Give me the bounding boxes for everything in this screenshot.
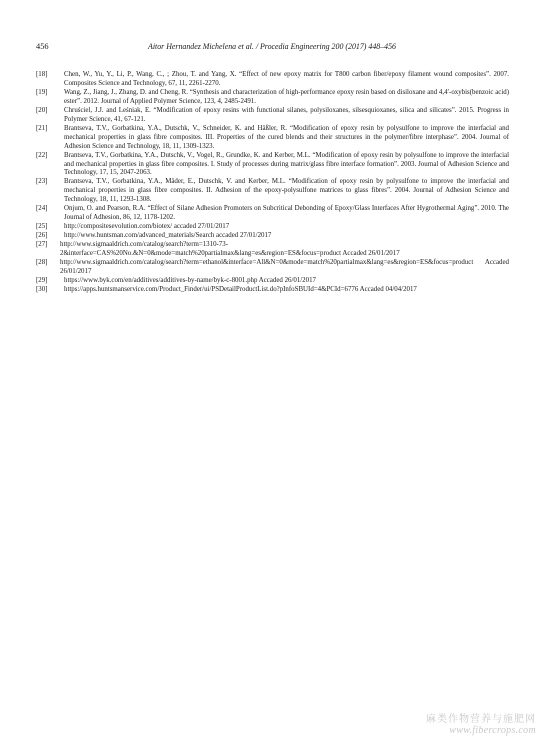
reference-number: [22] (36, 151, 48, 159)
reference-number: [25] (36, 223, 48, 231)
site-watermark (426, 714, 536, 736)
reference-link: https://www.byk.com/en/additives/additives-by-name/byk-c-8001.php Accaded 26/01/2017 (64, 276, 316, 284)
reference-item (36, 152, 509, 179)
reference-number: [28] (36, 259, 48, 267)
reference-item (36, 241, 509, 259)
reference-item (36, 71, 509, 89)
reference-item (36, 259, 509, 277)
reference-item (36, 277, 509, 286)
reference-text: Brantseva, T.V., Gorbatkina, Y.A., Dutschk, V., Schneider, K. and Häßler, R. “Modification of epoxy resin by polysulfone to improve the interfacial and mechanical properties in glass fibre composites. III. Properties of the cured blends and their structures in the polymer/fibre interphase”. 2004. Journal of Adhesion Science and Technology, 18, 11, 1309-1323. (64, 124, 509, 150)
reference-text: Wang, Z., Jiang, J., Zhang, D. and Cheng, R. “Synthesis and characterization of high-performance epoxy resin based on disiloxane and 4,4′-oxybis(benzoic acid) ester”. 2012. Journal of Applied Polymer Science, 123, 4, 2485-2491. (64, 88, 509, 105)
reference-item (36, 178, 509, 205)
reference-number: [26] (36, 232, 48, 240)
reference-text: Chen, W., Yu, Y., Li, P., Wang, C., ; Zhou, T. and Yang, X. “Effect of new epoxy matrix for T800 carbon fiber/epoxy filament wound composites”. 2007. Composites Science and Technology, 67, 11, 2261-2270. (64, 71, 509, 87)
watermark-title: 麻类作物营养与施肥网 (426, 714, 536, 725)
reference-number: [20] (36, 106, 48, 114)
reference-item (36, 232, 509, 241)
reference-item (36, 89, 509, 107)
reference-text: Chruściel, J.J. and Leśniak, E. “Modification of epoxy resins with functional silanes, polysiloxanes, silsesquioxanes, silica and silicates”. 2015. Progress in Polymer Science, 41, 67-121. (64, 106, 509, 123)
reference-item (36, 205, 509, 223)
page-header (36, 42, 508, 54)
reference-number: [27] (36, 241, 48, 249)
reference-link: http://www.huntsman.com/advanced_materials/Search accaded 27/01/2017 (64, 232, 272, 240)
reference-number: [30] (36, 285, 48, 293)
reference-list (36, 71, 509, 295)
watermark-url: www.fibercrops.com (449, 725, 536, 736)
page-number: 456 (36, 42, 49, 51)
reference-link: http://compositesevolution.com/biotex/ accaded 27/01/2017 (64, 223, 230, 231)
reference-item (36, 223, 509, 232)
reference-link: https://apps.huntsmanservice.com/Product_Finder/ui/PSDetailProductList.do?pInfoSBUId=4&PCId=6776 Accaded 04/04/2017 (64, 285, 417, 293)
running-title: Aitor Hernandez Michelena et al. / Procedia Engineering 200 (2017) 448–456 (148, 42, 396, 51)
reference-text: Onjum, O. and Pearson, R.A. “Effect of Silane Adhesion Promoters on Subcritical Debonding of Epoxy/Glass Interfaces After Hygrothermal Aging”. 2010. The Journal of Adhesion, 86, 12, 1178-1202. (64, 205, 509, 222)
reference-item (36, 125, 509, 152)
reference-number: [18] (36, 71, 48, 78)
reference-item (36, 286, 509, 295)
reference-link: http://www.sigmaaldrich.com/catalog/search?term=1310-73-2&interface=CAS%20No.&N=0&mode=match%20partialmax&lang=es&region=ES&focus=product Accaded 26/01/2017 (60, 241, 400, 258)
reference-item (36, 107, 509, 125)
reference-number: [23] (36, 178, 48, 186)
reference-number: [21] (36, 124, 48, 132)
reference-number: [19] (36, 88, 48, 96)
reference-link: http://www.sigmaaldrich.com/catalog/search?term=ethanol&interface=All&N=0&mode=match%20partialmax&lang=es&region=ES&focus=product Accaded 26/01/2017 (60, 259, 509, 275)
reference-text: Brantseva, T.V., Gorbatkina, Y.A., Dutschk, V., Vogel, R., Grundke, K. and Kerber, M.L. “Modification of epoxy resin by polysulfone to improve the interfacial and mechanical properties in glass fibre composites. I. Study of processes during matrix/glass fibre interface formation”. 2003. Journal of Adhesion Science and Technology, 17, 15, 2047-2063. (64, 151, 509, 177)
reference-number: [24] (36, 205, 48, 213)
reference-text: Brantseva, T.V., Gorbatkina, Y.A., Mäder, E., Dutschk, V. and Kerber, M.L. “Modification of epoxy resin by polysulfone to improve the interfacial and mechanical properties in glass fibre composites. II. Adhesion of the epoxy-polysulfone matrices to glass fibres”. 2004. Journal of Adhesion Science and Technology, 18, 11, 1293-1308. (64, 178, 509, 204)
reference-number: [29] (36, 276, 48, 284)
